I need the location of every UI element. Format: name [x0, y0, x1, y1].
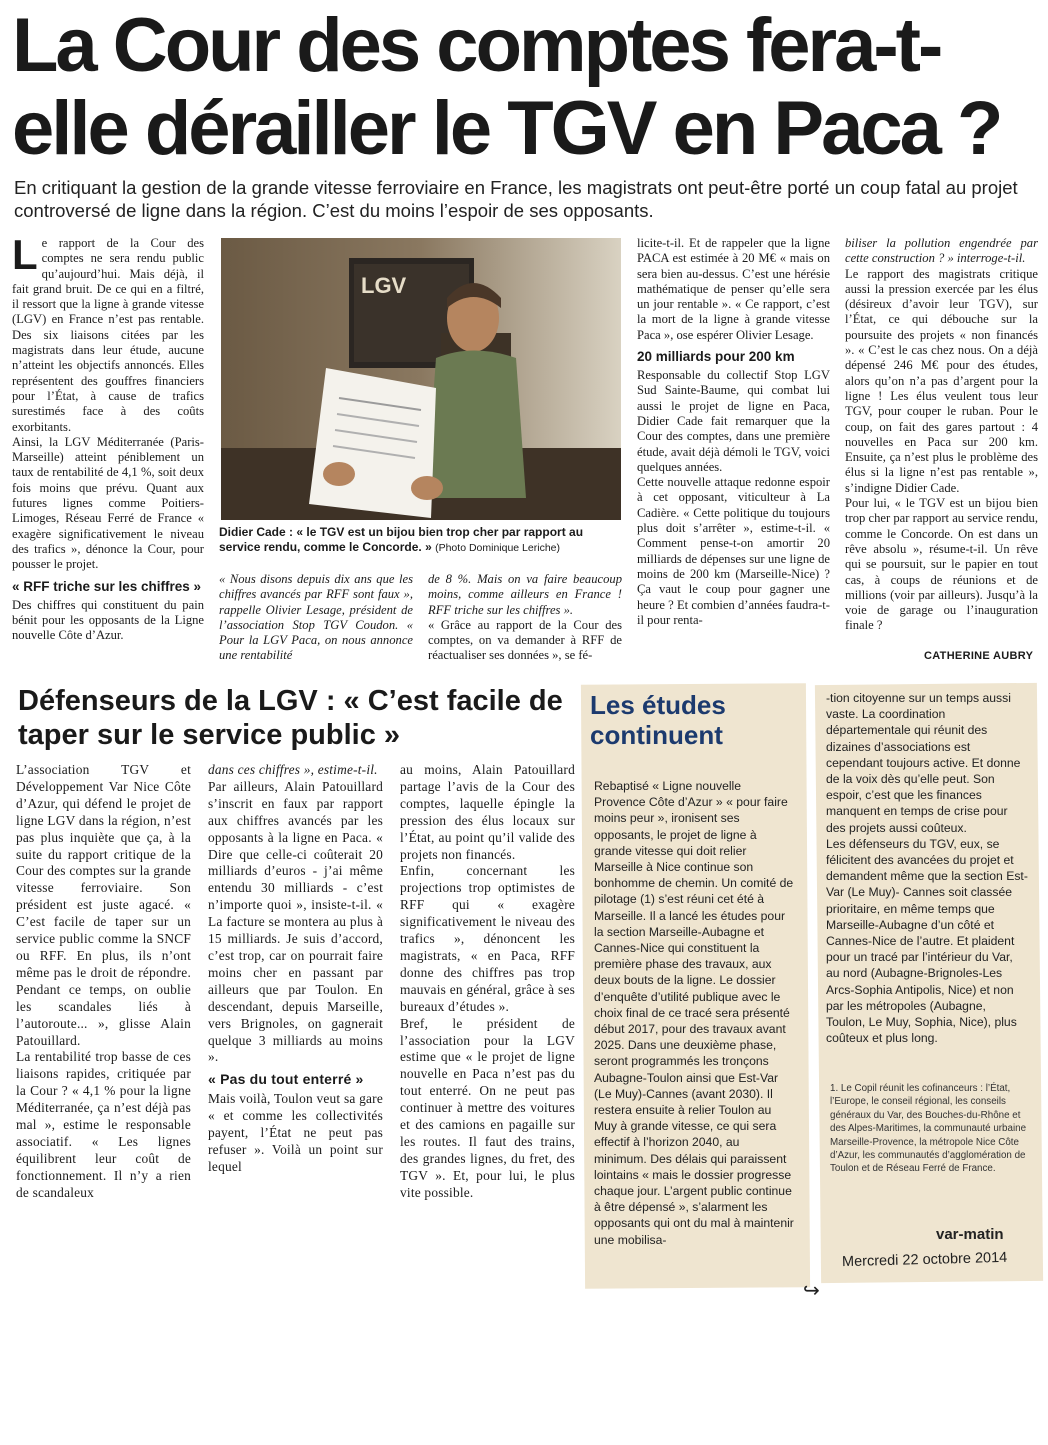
paragraph: La rentabilité trop basse de ces liaisons rapides, critiquée par la Cour ? « 4,1 % pour la ligne Méditerranée, ça n’est déjà pas mal », estime le responsable associatif. « Les lignes équilibrent leur coût de fonctionnement. Il n’y a rien de scandaleux: [16, 1049, 191, 1200]
paragraph: Rebaptisé « Ligne nouvelle Provence Côte d’Azur » « pour faire moins peur », ironisent ses opposants, le projet de ligne à grande vitesse qui doit relier Marseille à Nice continue son bonhomme de chemin. Un comité de pilotage (1) s’est réuni cet été à Marseille. Il a lancé les études pour la section Marseille-Aubagne et Cannes-Nice qui constituent la première phase des travaux, aux deux bouts de la ligne. Le dossier d’enquête d’utilité publique avec le choix final de ce tracé sera présenté début 2017, pour des travaux avant 2025. Dans une deuxième phase, seront programmés les tronçons Aubagne-Toulon ainsi que Est-Var (Le Muy)-Cannes (avant 2030). Il restera ensuite à relier Toulon au Muy à grande vitesse, ce qui sera effectif à l’horizon 2040, au minimum. Des délais qui paraissent lointains « mais le dossier progresse chaque jour. L’argent public continue à être dépensé », s’alarment les opposants qui ont du mal à maintenir une mobilisa-: [594, 779, 794, 1247]
paragraph: Par ailleurs, Alain Patouillard s’inscrit en faux par rapport aux chiffres avancés par les opposants à la ligne en Paca. « Dire que celle-ci coûterait 20 milliards d’euros - j’ai même entendu 30 milliards - c’est n’importe quoi », insiste-t-il. « La facture se montera au plus à 15 milliards. Je suis d’accord, c’est trop, car on pourrait faire moins cher en passant par ailleurs que par Toulon. En descendant, depuis Marseille, vers Brignoles, on gagnerait quelque 3 milliards au moins ».: [208, 778, 383, 1065]
paragraph: au moins, Alain Patouillard partage l’avis de la Cour des comptes, laquelle épingle la pression des élus locaux sur l’État, au point qu’il valide des projets non financés.: [400, 762, 575, 862]
paragraph: licite-t-il. Et de rappeler que la ligne PACA est estimée à 20 M€ « mais on sera bien au-dessus. C’est une hérésie mathématique de penser qu’elle sera un jour rentable ». « Ce rapport, c’est la mort de la ligne à grande vitesse Paca », ose espérer Olivier Lesage.: [637, 236, 830, 342]
article3-column-2: [826, 690, 1028, 1076]
paragraph: Les défenseurs du TGV, eux, se félicitent des avancées du projet et demandent même que la section Est-Var (Le Muy)- Cannes soit classée prioritaire, en même temps que Marseille-Aubagne d’un côté et Cannes-Nice de l’autre. Et plaident pour un tracé par l’intérieur du Var, au nord (Aubagne-Brignoles-Les Arcs-Sophia Antipolis, Nice) et non par les métropoles (Aubagne, Toulon, Le Muy, Sophia, Nice), plus coûteux et plus long.: [826, 836, 1028, 1046]
article3-title: Les études continuent: [590, 690, 726, 750]
article2-column-2: [208, 762, 383, 1272]
standfirst: En critiquant la gestion de la grande vitesse ferroviaire en France, les magistrats ont peut-être porté un coup fatal au projet controversé de ligne dans la région. C’est du moins l’espoir de ses opposants.: [14, 177, 1018, 221]
article1-column-4: [637, 236, 830, 666]
paragraph: de 8 %. Mais on va faire beaucoup moins, comme ailleurs en France ! RFF triche sur les chiffres ».: [428, 572, 622, 617]
paragraph: Des chiffres qui constituent du pain bénit pour les opposants de la Ligne nouvelle Côte d’Azur.: [12, 597, 204, 643]
headline: La Cour des comptes fera-t-elle dérailler le TGV en Paca ?: [12, 3, 1001, 171]
article1-column-5: [845, 236, 1038, 648]
article2-title: Défenseurs de la LGV : « C’est facile de taper sur le service public »: [18, 685, 563, 751]
subheading: « RFF triche sur les chiffres »: [12, 578, 202, 594]
paragraph: dans ces chiffres », estime-t-il.: [208, 762, 378, 777]
footnote: 1. Le Copil réunit les cofinanceurs : l’État, l’Europe, le conseil régional, les conseils généraux du Var, des Bouches-du-Rhône et des Alpes-Maritimes, la communauté urbaine Marseille-Provence, la métropole Nice Côte d’Azur, les communautés d’agglomération de Toulon et de Réseau Ferré de France.: [830, 1083, 1027, 1175]
photo-credit: (Photo Dominique Leriche): [435, 542, 560, 554]
portrait-image: [221, 238, 621, 520]
article1-column-1: [12, 236, 204, 662]
caption-text: Didier Cade : « le TGV est un bijou bien trop cher par rapport au service rendu, comme le Concorde. »: [219, 525, 584, 554]
paragraph: biliser la pollution engendrée par cette construction ? » interroge-t-il.: [845, 236, 1038, 266]
publication-date: Mercredi 22 octobre 2014: [841, 1249, 1008, 1271]
paragraph: Pour lui, « le TGV est un bijou bien trop cher par rapport au service rendu, comme le Concorde. On est dans un rêve absolu », résume-t-il. Un rêve qui se poursuit, sur le papier en tout cas, à coups de réunions et de millions (voir par ailleurs). Jusqu’à la voie de garage ou l’inauguration finale ?: [845, 496, 1038, 633]
article2-column-1: [16, 762, 191, 1272]
source-name: var-matin: [936, 1226, 1004, 1243]
article3-column-1: [594, 778, 794, 1284]
paragraph: « Grâce au rapport de la Cour des comptes, on va demander à RFF de réactualiser ses données », se fé-: [428, 617, 622, 663]
subheading: 20 milliards pour 200 km: [637, 349, 795, 365]
paragraph: L’association TGV et Développement Var Nice Côte d’Azur, qui défend le projet de ligne LGV dans la région, n’est pas plus inquiète que ça, à la suite du rapport critique de la Cour des comptes sur la grande vitesse ferroviaire. Son président est juste agacé. « C’est facile de taper sur un service public comme la SNCF ou RFF. En plus, ils n’ont même pas le droit de répondre. Pendant ce temps, on oublie les scandales liés à l’autoroute... », glisse Alain Patouillard.: [16, 762, 191, 1048]
paragraph: Bref, le président de l’association pour la LGV estime que « le projet de ligne nouvelle en Paca n’est pas du tout enterré. On ne peut pas continuer à mettre des voitures et des camions en pagaille sur les routes. Il faut des trains, des grandes lignes, du fret, des TGV ». Et, pour lui, le plus vite possible.: [400, 1015, 575, 1200]
drop-cap: L: [12, 236, 38, 278]
paragraph: Enfin, concernant les projections trop optimistes de RFF qui « exagère significativement le niveau des trafics », dénoncent les magistrats, « en Paca, RFF donne des chiffres pas trop mauvais en général, grâce à ses bureaux d’études ».: [400, 863, 575, 1014]
photo-caption: [219, 525, 624, 556]
paragraph: -tion citoyenne sur un temps aussi vaste. La coordination départementale qui réunit des dizaines d’associations est cependant toujours active. Et donne de la voix dès qu’elle peut. Son espoir, c’est que les finances manquent en temps de crise pour des projets aussi coûteux.: [826, 691, 1021, 835]
article2-column-3: [400, 762, 575, 1272]
paragraph: Cette nouvelle attaque redonne espoir à cet opposant, viticulteur à La Cadière. « Cette politique du toujours plus doit s’arrêter », estime-t-il. « Comment pense-t-on amortir 20 milliards de dépenses sur une ligne de moins de 200 km (Marseille-Nice) ? Ça vaut le coup pour gagner une heure ? Et combien d’années faudra-t-il pour renta-: [637, 475, 830, 627]
curved-arrow-icon: ↪: [803, 1280, 820, 1302]
article1-column-2: [219, 572, 413, 666]
paragraph: Ainsi, la LGV Méditerranée (Paris-Marseille) atteint péniblement un taux de rentabilité de 4,1 %, soit deux fois moins que prévu. Quant aux futures lignes comme Poitiers-Limoges, Réseau Ferré de France « exagère significativement le niveau des trafics », dénonce la Cour, pour pousser le projet.: [12, 434, 204, 572]
paragraph: Responsable du collectif Stop LGV Sud Sainte-Baume, qui combat lui aussi le projet de ligne en Paca, Didier Cade fait remarquer que la Cour des comptes, dans une première étude, avait déjà démoli le TGV, voici quelques années.: [637, 368, 830, 474]
paragraph: e rapport de la Cour des comptes ne sera rendu public qu’aujourd’hui. Mais déjà, il fait grand bruit. De ce qui en a filtré, il ressort que la ligne à grande vitesse (LGV) en France n’est pas rentable. Des six liaisons citées par les magistrats dans leur étude, aucune n’atteint les objectifs annoncés. Elles représentent des gouffres financiers pour l’État, à cause de trafics surestimés face à des coûts exorbitants.: [12, 236, 204, 434]
paragraph: « Nous disons depuis dix ans que les chiffres avancés par RFF sont faux », rappelle Olivier Lesage, président de l’association Stop TGV Coudon. « Pour la LGV Paca, on nous annonce une rentabilité: [219, 572, 413, 663]
poster-sign-text: LGV: [361, 273, 407, 298]
paragraph: Mais voilà, Toulon veut sa gare « et comme les collectivités payent, l’État ne peut pas refuser ». Voilà un point sur lequel: [208, 1091, 383, 1174]
photo-didier-cade: [221, 238, 621, 520]
byline: CATHERINE AUBRY: [924, 650, 1034, 662]
subheading: « Pas du tout enterré »: [208, 1071, 364, 1088]
article1-column-3: [428, 572, 622, 666]
paragraph: Le rapport des magistrats critique aussi la pression exercée par les élus (désireux d’avoir leur TGV), sur l’État, ce qui débouche sur la poursuite des projets « non financés ». « C’est le cas chez nous. On a déjà dépensé 246 M€ pour des études, alors qu’on n’a pas d’argent pour la ligne ! Les élus veulent tous leur TGV, pour couper le ruban. Pour le coup, on fait des gares partout : 4 nouvelles en Paca sur 200 km. Ensuite, ça n’est plus le problème des élus si la ligne n’est pas rentable », s’indigne Didier Cade.: [845, 266, 1038, 495]
